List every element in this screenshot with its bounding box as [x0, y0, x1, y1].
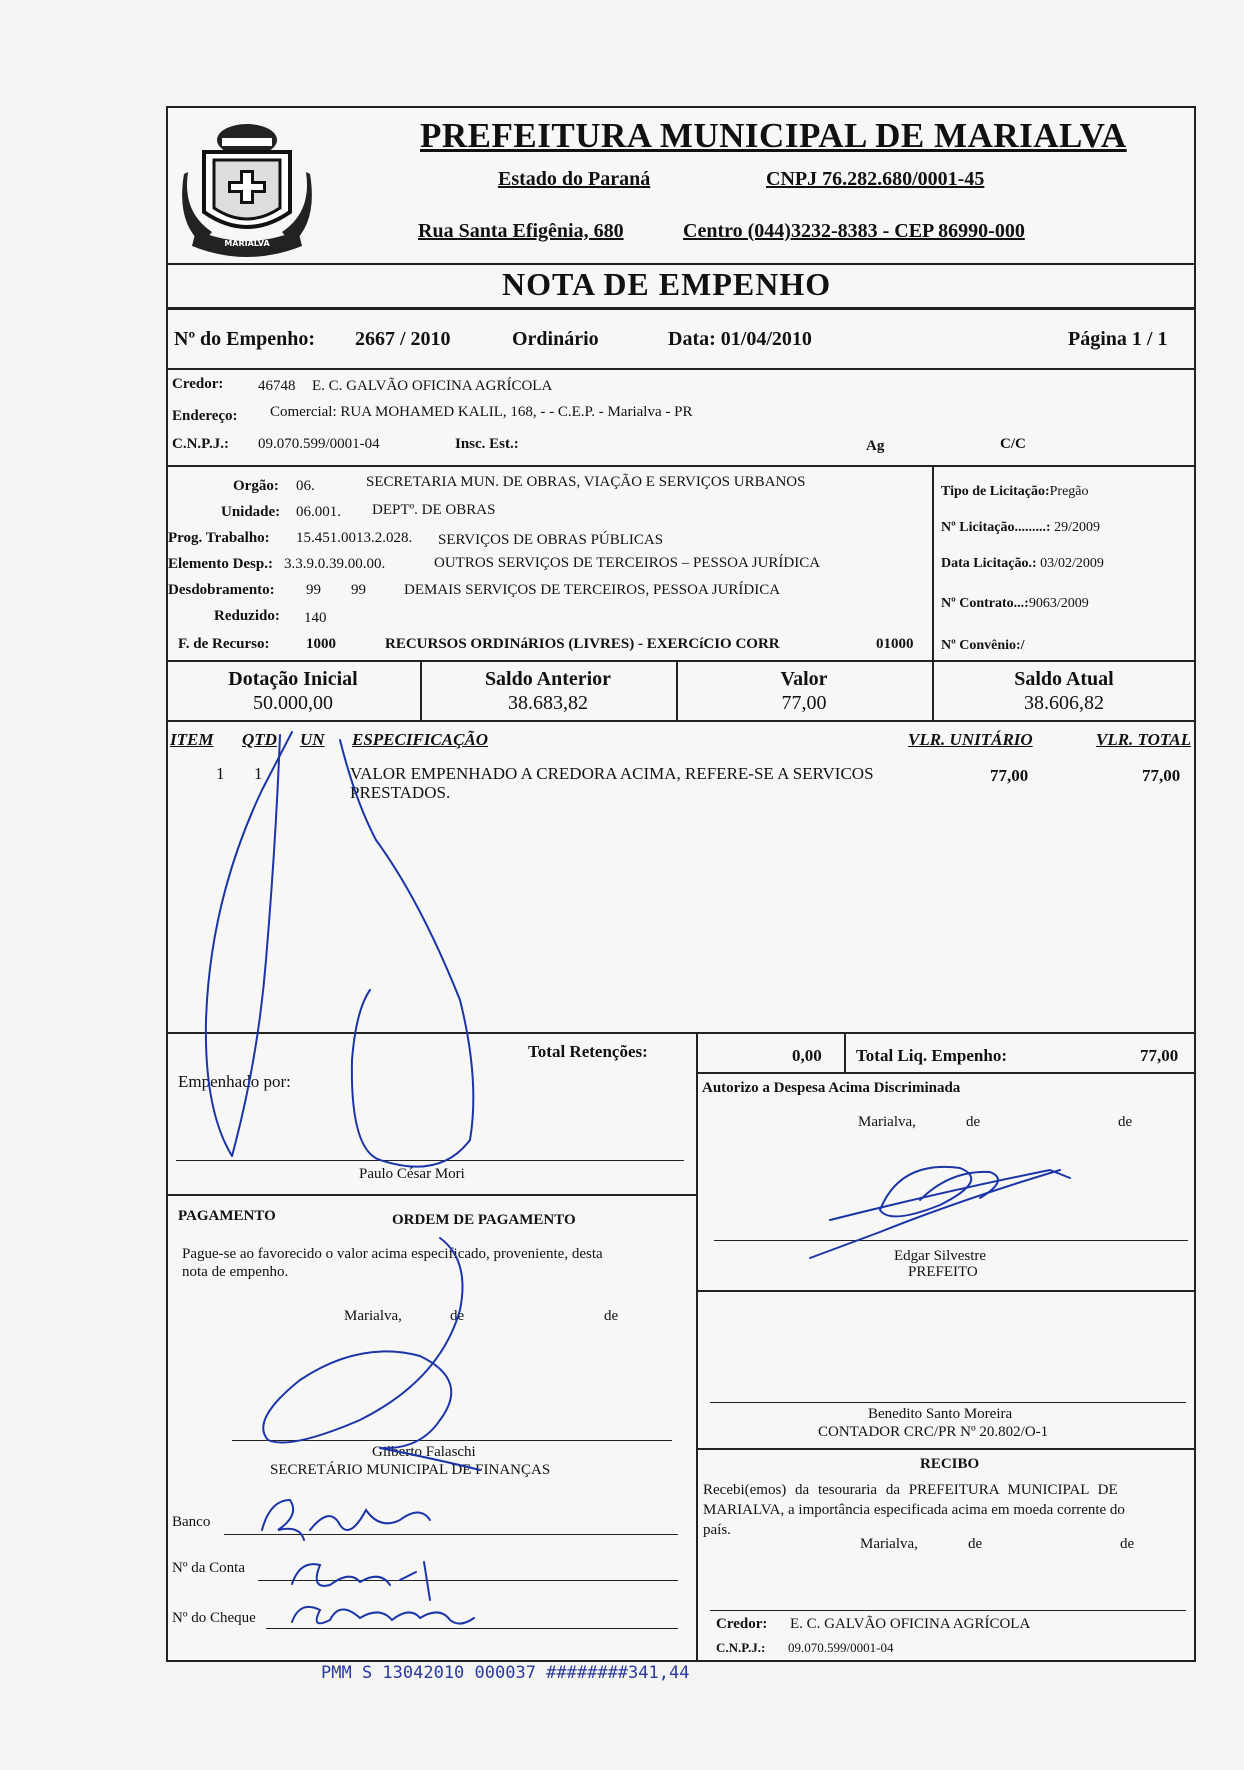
ink-stroke	[352, 990, 470, 1167]
conta-label: Nº da Conta	[172, 1560, 245, 1576]
credor-label: Credor:	[172, 376, 224, 392]
lic-num-value: 29/2009	[1054, 520, 1100, 535]
prog-desc: SERVIÇOS DE OBRAS PÚBLICAS	[438, 532, 664, 548]
ink-stroke	[262, 1500, 430, 1540]
item-qtd: 1	[254, 764, 263, 783]
unidade-desc: DEPTº. DE OBRAS	[372, 502, 496, 518]
col-qtd: QTD	[242, 730, 277, 749]
orgao-desc: SECRETARIA MUN. DE OBRAS, VIAÇÃO E SERVIÇOS URBANOS	[366, 474, 806, 490]
col-item: ITEM	[170, 730, 214, 749]
orgao-code: 06.	[296, 478, 315, 494]
rec-code2: 01000	[876, 636, 914, 652]
credor-insc-label: Insc. Est.:	[455, 436, 519, 452]
recibo-de2: de	[1120, 1536, 1135, 1552]
empenho-type: Ordinário	[512, 328, 599, 350]
empenho-number: 2667 / 2010	[355, 328, 451, 350]
recibo-credor: E. C. GALVÃO OFICINA AGRÍCOLA	[790, 1616, 1031, 1632]
pagamento-signer: Gilberto Falaschi	[372, 1444, 476, 1460]
pagamento-label: PAGAMENTO	[178, 1208, 276, 1224]
item-spec-line1: VALOR EMPENHADO A CREDORA ACIMA, REFERE-SE A SERVICOS	[350, 764, 874, 783]
desd-code1: 99	[306, 582, 321, 598]
recibo-line3: país.	[703, 1522, 731, 1538]
ink-stroke	[292, 1607, 474, 1624]
autorizo-role: PREFEITO	[908, 1264, 978, 1280]
empenho-page: Página 1 / 1	[1068, 328, 1168, 350]
elem-label: Elemento Desp.:	[168, 556, 273, 572]
item-vlr-total: 77,00	[1142, 766, 1181, 785]
total-retencoes-value: 0,00	[792, 1046, 822, 1065]
col-vlr-unit: VLR. UNITÁRIO	[908, 730, 1033, 749]
banco-label: Banco	[172, 1514, 211, 1530]
saldo-label-valor: Valor	[780, 668, 828, 690]
pagamento-text1: Pague-se ao favorecido o valor acima especificado, proveniente, desta	[182, 1246, 603, 1262]
col-spec: ESPECIFICAÇÃO	[352, 730, 489, 749]
autorizo-signer: Edgar Silvestre	[894, 1248, 987, 1264]
credor-code: 46748	[258, 378, 296, 394]
total-retencoes-label: Total Retenções:	[528, 1042, 648, 1061]
elem-code: 3.3.9.0.39.00.00.	[284, 556, 386, 572]
header-title: PREFEITURA MUNICIPAL DE MARIALVA	[420, 116, 1127, 155]
autorizo-de2: de	[1118, 1114, 1133, 1130]
ink-stroke	[292, 1562, 430, 1600]
ink-stroke	[810, 1170, 1060, 1258]
credor-cnpj-label: C.N.P.J.:	[172, 436, 229, 452]
recibo-line2: MARIALVA, a importância especificada acima em moeda corrente do	[703, 1502, 1125, 1518]
saldo-label-atual: Saldo Atual	[1014, 668, 1114, 690]
rec-code: 1000	[306, 636, 336, 652]
empenho-label: Nº do Empenho:	[174, 328, 316, 350]
saldo-value-valor: 77,00	[781, 692, 827, 714]
desd-code2: 99	[351, 582, 366, 598]
pagamento-city: Marialva,	[344, 1308, 402, 1324]
autorizo-de1: de	[966, 1114, 981, 1130]
total-liq-value: 77,00	[1140, 1046, 1179, 1065]
saldo-value-atual: 38.606,82	[1024, 692, 1104, 714]
col-un: UN	[300, 730, 325, 749]
ordem-pagamento-label: ORDEM DE PAGAMENTO	[392, 1212, 576, 1228]
pagamento-role: SECRETÁRIO MUNICIPAL DE FINANÇAS	[270, 1462, 551, 1478]
ink-stroke	[880, 1167, 971, 1217]
pagamento-de2: de	[604, 1308, 619, 1324]
empenhado-signer: Paulo César Mori	[359, 1166, 465, 1182]
elem-desc: OUTROS SERVIÇOS DE TERCEIROS – PESSOA JURÍDICA	[434, 555, 821, 571]
ink-stroke	[206, 732, 292, 1156]
header-state: Estado do Paraná	[498, 168, 651, 190]
saldo-value-dotacao: 50.000,00	[253, 692, 333, 714]
desd-label: Desdobramento:	[168, 582, 275, 598]
unidade-label: Unidade:	[221, 504, 281, 520]
header-cnpj: CNPJ 76.282.680/0001-45	[766, 168, 985, 190]
pagamento-de1: de	[450, 1308, 465, 1324]
recibo-line1: Recebi(emos) da tesouraria da PREFEITURA MUNICIPAL DE	[703, 1482, 1118, 1498]
total-liq-label: Total Liq. Empenho:	[856, 1046, 1007, 1065]
recibo-city: Marialva,	[860, 1536, 918, 1552]
lic-num-text: Nº Licitação.........:	[941, 520, 1051, 535]
contador-role: CONTADOR CRC/PR Nº 20.802/O-1	[818, 1424, 1049, 1440]
lic-data-text: Data Licitação.:	[941, 556, 1037, 571]
orgao-label: Orgão:	[233, 478, 279, 494]
empenho-date: Data: 01/04/2010	[668, 328, 812, 350]
saldo-label-dotacao: Dotação Inicial	[228, 668, 358, 690]
contador-signer: Benedito Santo Moreira	[868, 1406, 1013, 1422]
pagamento-text2: nota de empenho.	[182, 1264, 289, 1280]
doc-title: NOTA DE EMPENHO	[502, 266, 832, 302]
ink-stroke	[340, 740, 473, 1140]
lic-contrato-text: Nº Contrato...:	[941, 596, 1029, 611]
autorizo-text: Autorizo a Despesa Acima Discriminada	[702, 1080, 961, 1096]
lic-contrato-value: 9063/2009	[1028, 596, 1089, 611]
item-number: 1	[216, 764, 225, 783]
red-label: Reduzido:	[214, 608, 280, 624]
svg-text:MARIALVA: MARIALVA	[224, 239, 270, 248]
autorizo-city: Marialva,	[858, 1114, 916, 1130]
recibo-cnpj: 09.070.599/0001-04	[788, 1640, 894, 1655]
red-code: 140	[304, 610, 327, 626]
header-contact: Centro (044)3232-8383 - CEP 86990-000	[683, 220, 1025, 242]
unidade-code: 06.001.	[296, 504, 341, 520]
credor-name: E. C. GALVÃO OFICINA AGRÍCOLA	[312, 378, 553, 394]
credor-address: Comercial: RUA MOHAMED KALIL, 168, - - C.E.P. - Marialva - PR	[270, 404, 693, 420]
lic-data-value: 03/02/2009	[1040, 556, 1104, 571]
rec-label: F. de Recurso:	[178, 636, 270, 652]
recibo-de1: de	[968, 1536, 983, 1552]
prog-label: Prog. Trabalho:	[168, 530, 270, 546]
recibo-cnpj-label: C.N.P.J.:	[716, 1640, 766, 1655]
credor-cnpj: 09.070.599/0001-04	[258, 436, 380, 452]
item-spec-line2: PRESTADOS.	[350, 783, 451, 802]
desd-desc: DEMAIS SERVIÇOS DE TERCEIROS, PESSOA JURÍDICA	[404, 582, 781, 598]
ink-stroke	[380, 1448, 480, 1470]
recibo-credor-label: Credor:	[716, 1616, 768, 1632]
cheque-label: Nº do Cheque	[172, 1610, 256, 1626]
lic-tipo-text: Tipo de Licitação:	[941, 484, 1050, 499]
ink-stroke	[232, 735, 280, 1156]
header-address: Rua Santa Efigênia, 680	[418, 220, 624, 242]
prog-code: 15.451.0013.2.028.	[296, 530, 413, 546]
saldo-value-anterior: 38.683,82	[508, 692, 588, 714]
rec-desc: RECURSOS ORDINáRIOS (LIVRES) - EXERCíCIO CORR	[385, 636, 780, 652]
empenhado-label: Empenhado por:	[178, 1072, 291, 1091]
ink-stroke	[263, 1238, 465, 1448]
item-vlr-unit: 77,00	[990, 766, 1029, 785]
credor-cc-label: C/C	[1000, 436, 1026, 452]
saldo-label-anterior: Saldo Anterior	[484, 668, 612, 690]
lic-convenio: Nº Convênio:/	[941, 638, 1025, 653]
credor-ag-label: Ag	[866, 438, 885, 454]
recibo-title: RECIBO	[920, 1456, 980, 1472]
credor-address-label: Endereço:	[172, 408, 238, 424]
bank-stamp: PMM S 13042010 000037 ########341,44	[321, 1663, 690, 1683]
col-vlr-total: VLR. TOTAL	[1096, 730, 1192, 749]
lic-tipo-value: Pregão	[1049, 484, 1089, 499]
